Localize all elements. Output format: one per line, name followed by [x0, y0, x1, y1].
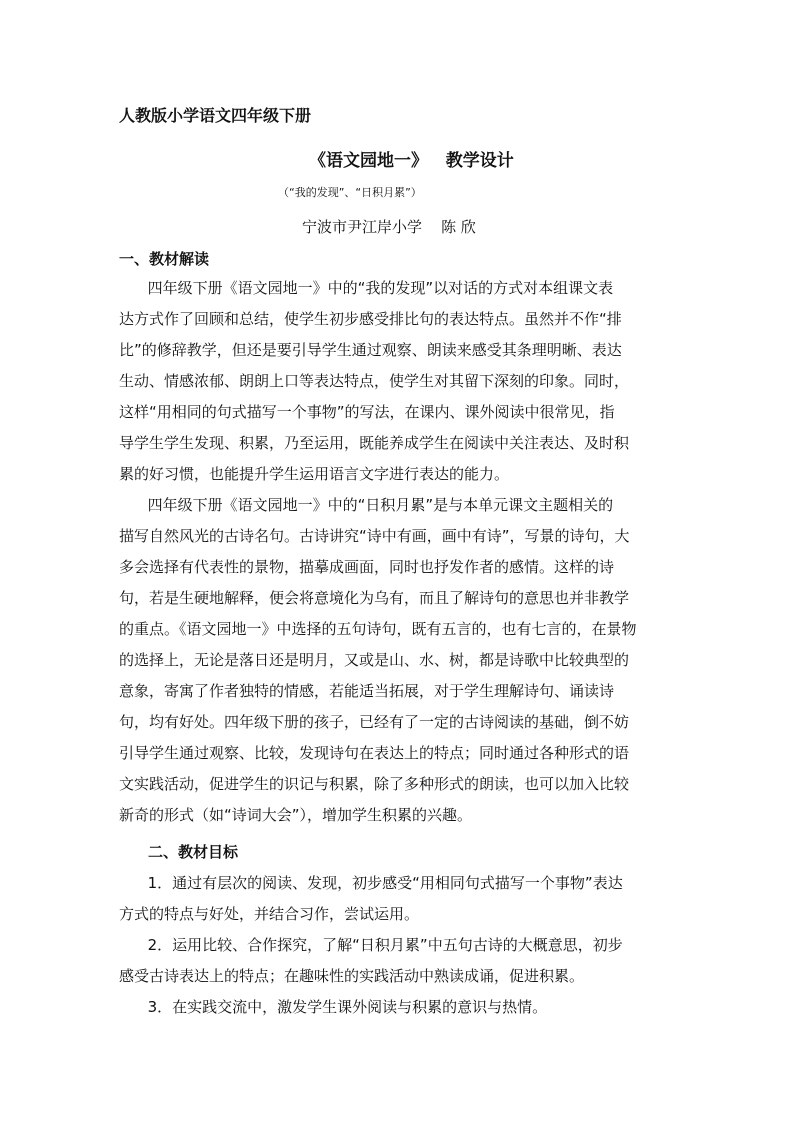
paragraph-my-discovery	[119, 273, 675, 490]
goal-line: 2．运用比较、合作探究，了解“日积月累”中五句古诗的大概意思，初步	[119, 936, 623, 954]
paragraph-line: 累的好习惯，也能提升学生运用语言文字进行表达的能力。	[119, 465, 510, 483]
paragraph-line: 句，若是生硬地解释，便会将意境化为乌有，而且了解诗句的意思也并非教学	[119, 589, 630, 607]
paragraph-line: 四年级下册《语文园地一》中的“日积月累”是与本单元课文主题相关的	[119, 496, 614, 514]
series-title: 人教版小学语文四年级下册	[119, 106, 312, 125]
paragraph-line: 描写自然风光的古诗名句。古诗讲究“诗中有画，画中有诗”，写景的诗句，大	[119, 527, 630, 545]
paragraph-line: 新奇的形式（如“诗词大会”），增加学生积累的兴趣。	[119, 806, 473, 824]
paragraph-line: 多会选择有代表性的景物，描摹成画面，同时也抒发作者的感情。这样的诗	[119, 558, 615, 576]
paragraph-line: 这样“用相同的句式描写一个事物”的写法，在课内、课外阅读中很常见，指	[119, 403, 615, 421]
goals-list	[119, 868, 675, 1023]
paragraph-line: 文实践活动，促进学生的识记与积累，除了多种形式的朗读，也可以加入比较	[119, 775, 630, 793]
lesson-title: 《语文园地一》 教学设计	[309, 151, 514, 171]
goal-line: 方式的特点与好处，并结合习作，尝试运用。	[119, 905, 420, 923]
section-heading-goals: 二、教材目标	[148, 843, 239, 861]
paragraph-line: 生动、情感浓郁、朗朗上口等表达特点，使学生对其留下深刻的印象。同时，	[119, 372, 630, 390]
paragraph-line: 引导学生通过观察、比较，发现诗句在表达上的特点；同时通过各种形式的语	[119, 744, 630, 762]
goal-line: 感受古诗表达上的特点；在趣味性的实践活动中熟读成诵，促进积累。	[119, 967, 585, 985]
section-heading-analysis: 一、教材解读	[119, 250, 210, 268]
author-line: 宁波市尹江岸小学 陈 欣	[302, 218, 476, 236]
lesson-subtitle: （“我的发现”、“日积月累”）	[278, 186, 422, 199]
goal-line: 1．通过有层次的阅读、发现，初步感受“用相同句式描写一个事物”表达	[119, 874, 623, 892]
paragraph-line: 意象，寄寓了作者独特的情感，若能适当拓展，对于学生理解诗句、诵读诗	[119, 682, 615, 700]
paragraph-line: 导学生学生发现、积累，乃至运用，既能养成学生在阅读中关注表达、及时积	[119, 434, 630, 452]
paragraph-line: 四年级下册《语文园地一》中的“我的发现”以对话的方式对本组课文表	[119, 279, 614, 297]
goal-line: 3．在实践交流中，激发学生课外阅读与积累的意识与热情。	[119, 998, 548, 1016]
paragraph-line: 句，均有好处。四年级下册的孩子，已经有了一定的古诗阅读的基础，倒不妨	[119, 713, 630, 731]
paragraph-daily-accumulation	[119, 490, 675, 831]
paragraph-line: 的重点。《语文园地一》中选择的五句诗句，既有五言的，也有七言的，在景物	[119, 620, 637, 638]
paragraph-line: 的选择上，无论是落日还是明月，又或是山、水、树，都是诗歌中比较典型的	[119, 651, 630, 669]
paragraph-line: 达方式作了回顾和总结，使学生初步感受排比句的表达特点。虽然并不作“排	[119, 310, 622, 328]
paragraph-line: 比”的修辞教学，但还是要引导学生通过观察、朗读来感受其条理明晰、表达	[119, 341, 622, 359]
